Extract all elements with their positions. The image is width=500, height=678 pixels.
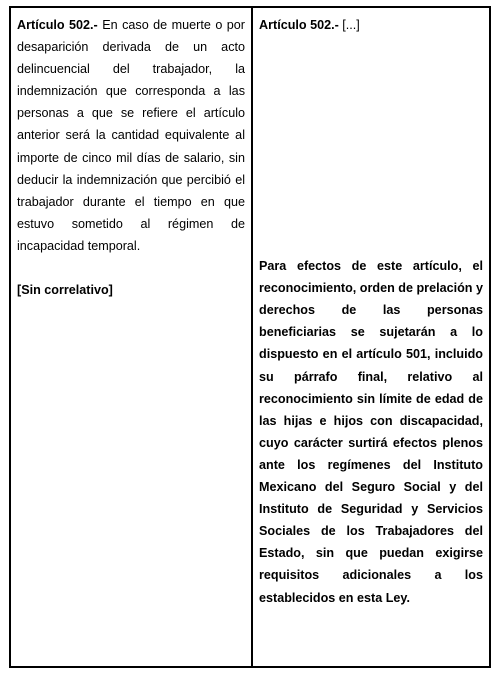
article-body: En caso de muerte o por desaparición derivada de un acto delincuencial del trabajador, la indemnización que corresponda a las personas a que se refiere el artículo anterior será la cantidad equivalente al importe de cinco mil días de salario, sin deducir la indemnización que percibió el trabajador durante el tiempo en que estuvo sometido al régimen de incapacidad temporal. [17, 18, 246, 253]
comparison-table [9, 6, 491, 668]
article-heading: Artículo 502.- [17, 18, 98, 32]
article-heading: Artículo 502.- [259, 18, 339, 32]
proposed-text-column [253, 8, 489, 666]
article-502-proposed [259, 14, 483, 36]
article-body: [...] [338, 18, 360, 32]
proposed-new-paragraph: Para efectos de este artículo, el reconocimiento, orden de prelación y derechos de las personas beneficiarias se sujetarán a lo dispuesto en el artículo 501, incluido su párrafo final, relativo al reconocimiento sin límite de edad de las hijas e hijos con discapacidad, cuyo carácter surtirá efectos plenos ante los regímenes del Instituto Mexicano del Seguro Social y del Instituto de Seguridad y Servicios Sociales de los Trabajadores del Estado, sin que puedan exigirse requisitos adicionales a los establecidos en esta Ley. [259, 259, 483, 605]
current-text-column [11, 8, 253, 666]
article-502-current [17, 14, 245, 257]
no-correlative-note: [Sin correlativo] [17, 283, 113, 298]
